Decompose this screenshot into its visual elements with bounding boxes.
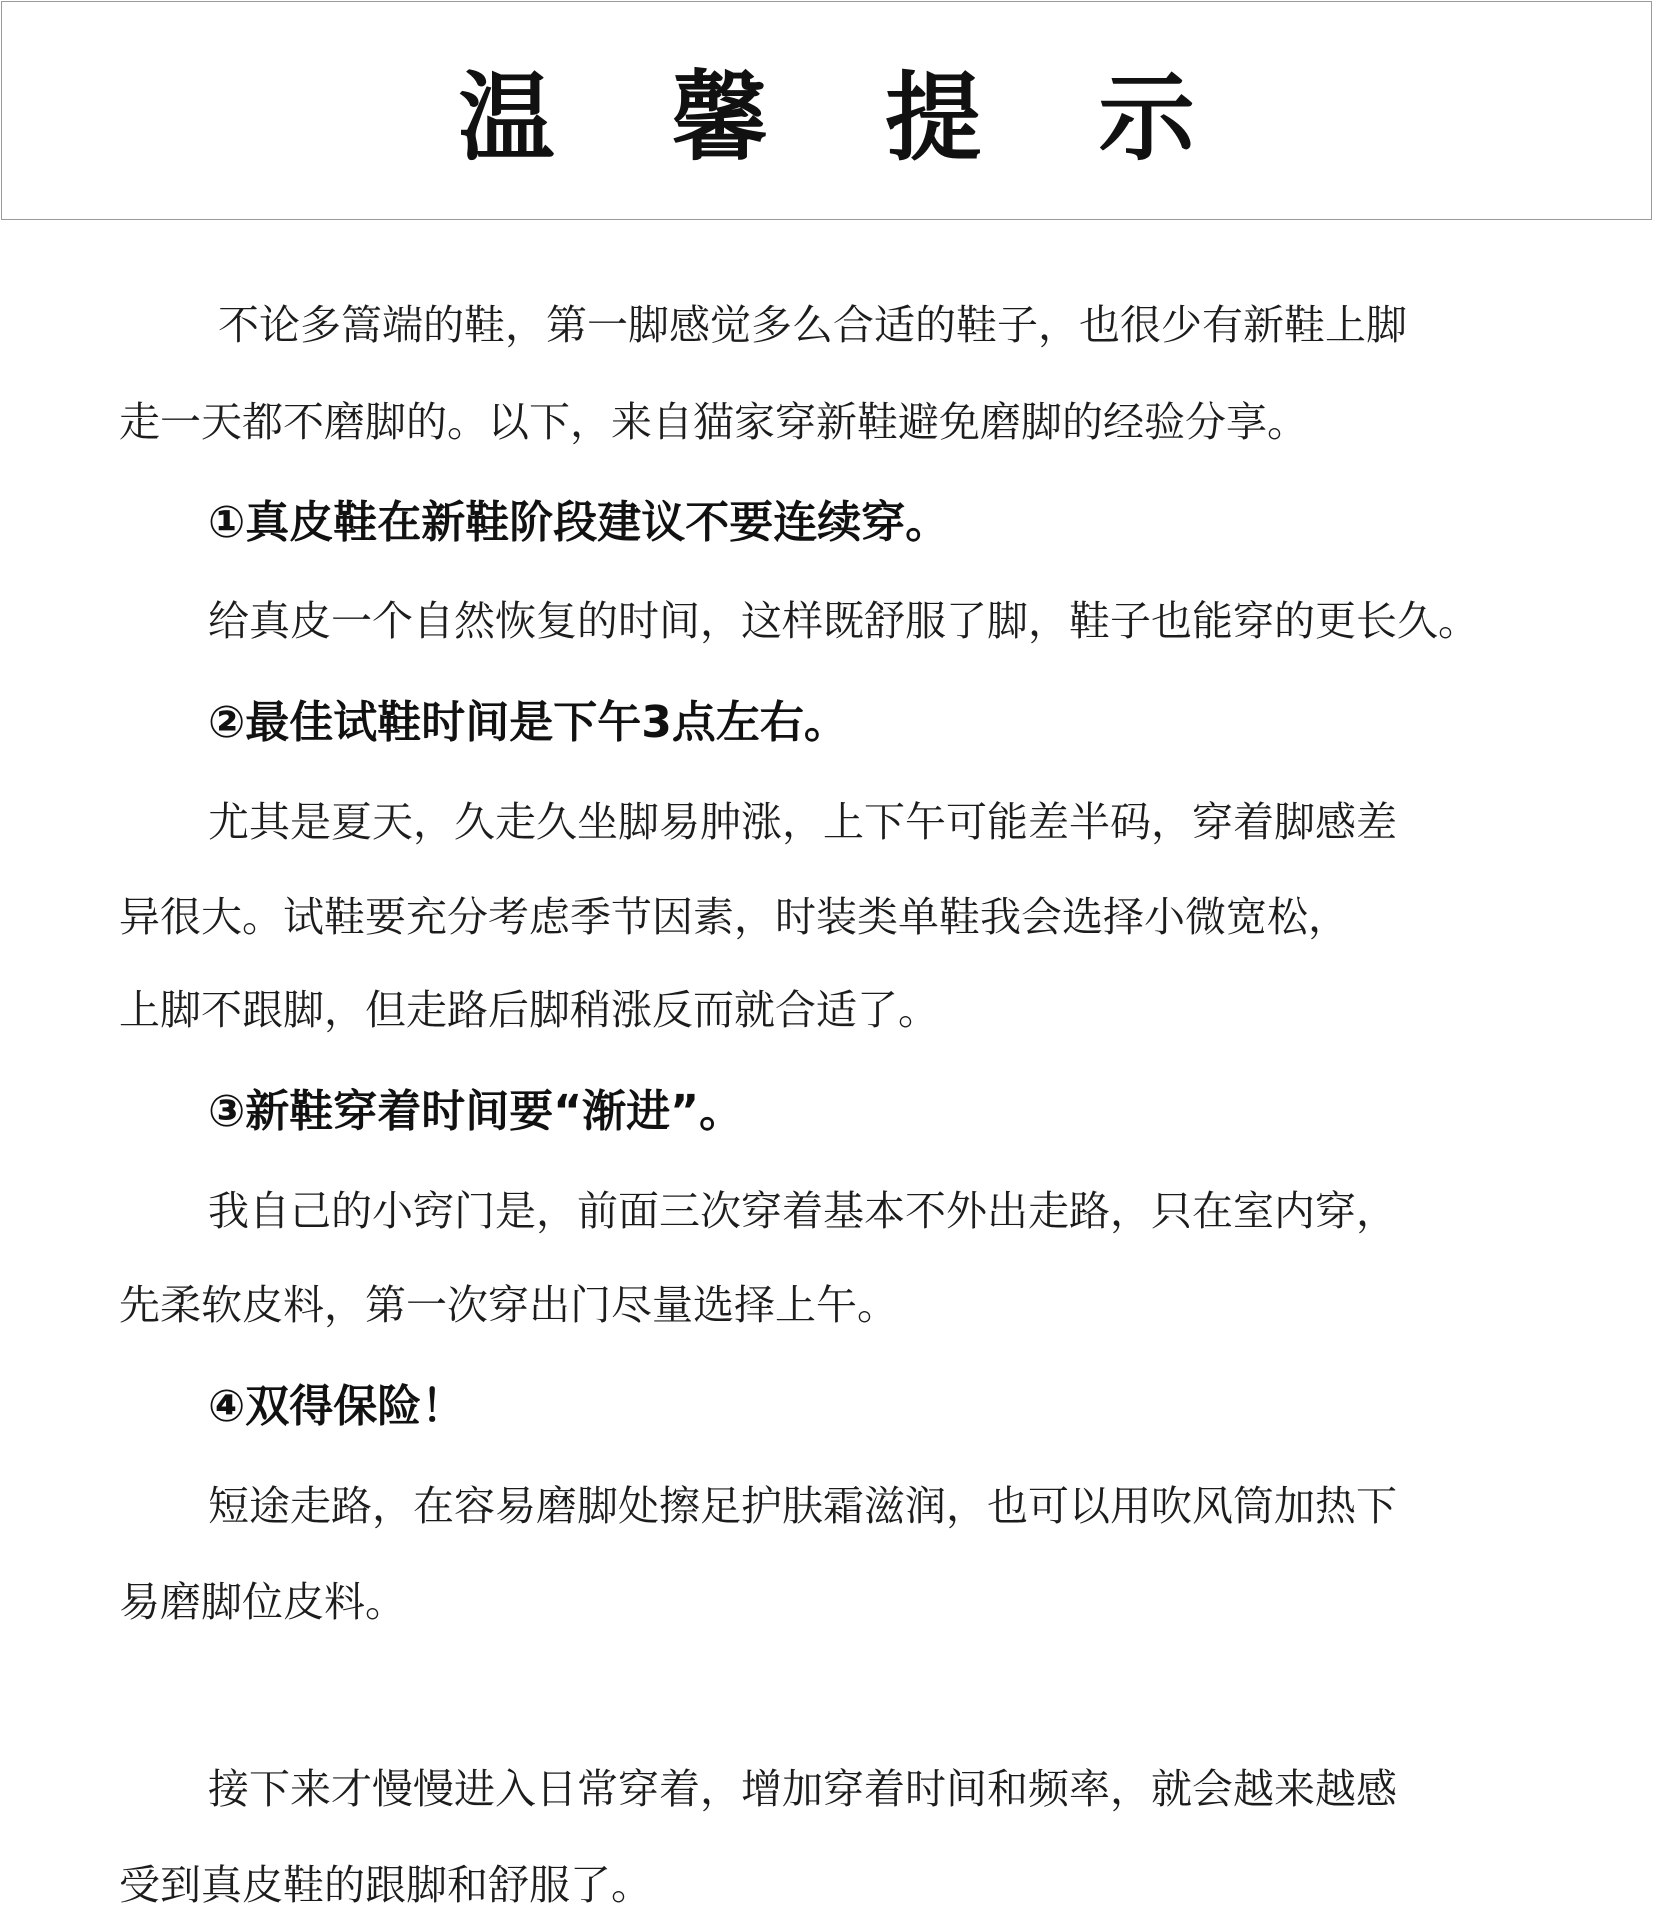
intro-line-1: 不论多篙端的鞋，第一脚感觉多么合适的鞋子，也很少有新鞋上脚 bbox=[218, 301, 1407, 349]
title-banner bbox=[1, 1, 1652, 220]
closing-line-2: 受到真皮鞋的跟脚和舒服了。 bbox=[119, 1861, 652, 1909]
tip-4-line-1: 短途走路，在容易磨脚处擦足护肤霜滋润，也可以用吹风筒加热下 bbox=[208, 1482, 1397, 1530]
tip-2-heading: ②最佳试鞋时间是下午3点左右。 bbox=[208, 697, 848, 748]
tip-2-line-2: 异很大。试鞋要充分考虑季节因素，时装类单鞋我会选择小微宽松， bbox=[119, 893, 1349, 941]
tip-4-line-2: 易磨脚位皮料。 bbox=[119, 1578, 406, 1626]
tip-2-line-1: 尤其是夏天，久走久坐脚易肿涨，上下午可能差半码，穿着脚感差 bbox=[208, 798, 1397, 846]
intro-line-2: 走一天都不磨脚的。以下，来自猫家穿新鞋避免磨脚的经验分享。 bbox=[119, 398, 1308, 446]
closing-line-1: 接下来才慢慢进入日常穿着，增加穿着时间和频率，就会越来越感 bbox=[208, 1765, 1397, 1813]
tip-3-line-1: 我自己的小窍门是，前面三次穿着基本不外出走路，只在室内穿， bbox=[208, 1187, 1397, 1235]
tip-1-line-1: 给真皮一个自然恢复的时间，这样既舒服了脚，鞋子也能穿的更长久。 bbox=[208, 597, 1479, 645]
tip-2-line-3: 上脚不跟脚，但走路后脚稍涨反而就合适了。 bbox=[119, 986, 939, 1034]
tip-3-line-2: 先柔软皮料，第一次穿出门尽量选择上午。 bbox=[119, 1281, 898, 1329]
page-title: 温 馨 提 示 bbox=[458, 62, 1237, 174]
tip-4-heading: ④双得保险！ bbox=[208, 1381, 466, 1432]
tip-1-heading: ①真皮鞋在新鞋阶段建议不要连续穿。 bbox=[208, 497, 950, 548]
tip-3-heading: ③新鞋穿着时间要“渐进”。 bbox=[208, 1086, 744, 1137]
